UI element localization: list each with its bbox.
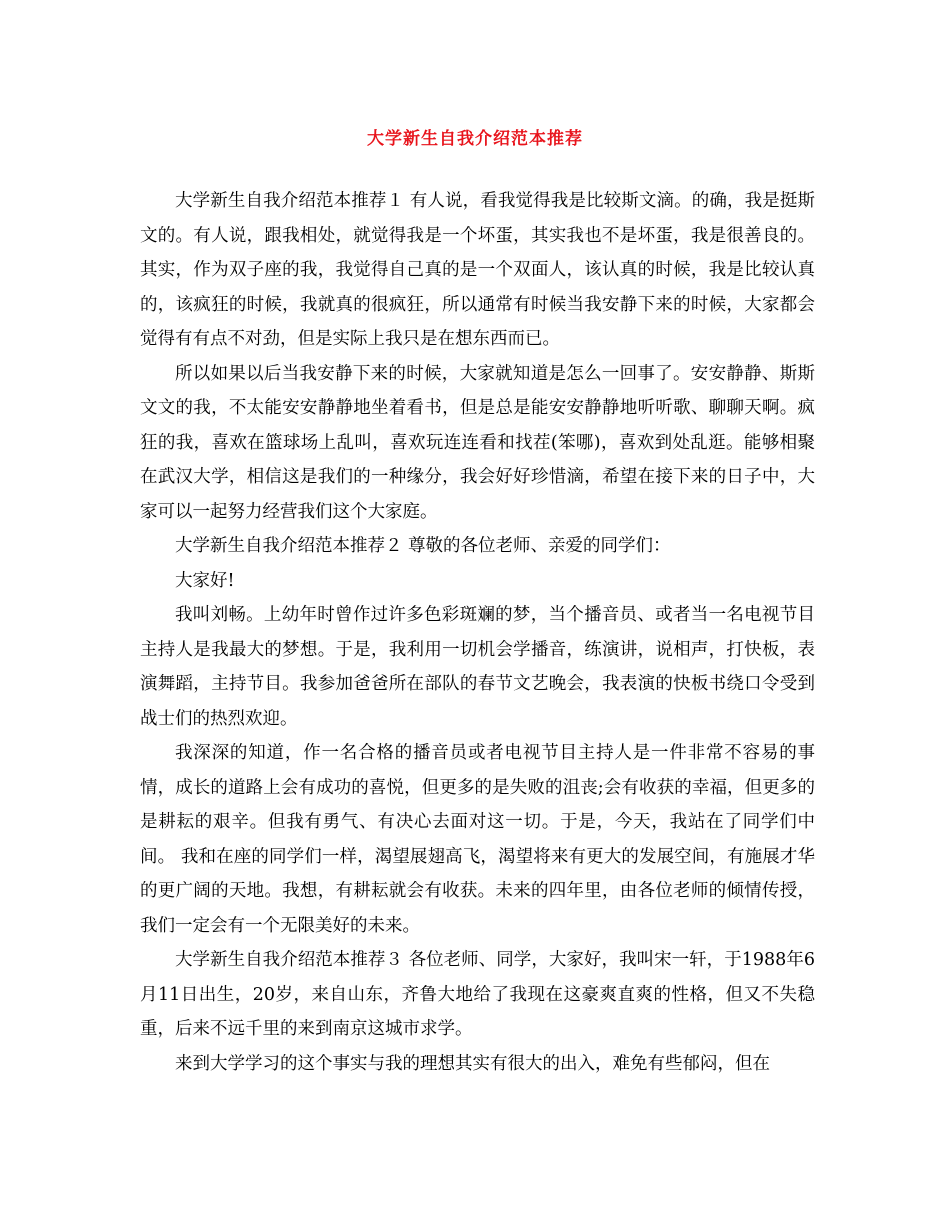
document-body: [140, 184, 815, 1081]
paragraph-1: 大学新生自我介绍范本推荐１ 有人说，看我觉得我是比较斯文滴。的确，我是挺斯文的。有人说，跟我相处，就觉得我是一个坏蛋，其实我也不是坏蛋，我是很善良的。其实，作为双子座的我，我觉得自己真的是一个双面人，该认真的时候，我是比较认真的，该疯狂的时候，我就真的很疯狂，所以通常有时候当我安静下来的时候，大家都会觉得有有点不对劲，但是实际上我只是在想东西而已。: [140, 191, 815, 349]
paragraph-5: 我叫刘畅。上幼年时曾作过许多色彩斑斓的梦，当个播音员、或者当一名电视节目主持人是我最大的梦想。于是，我利用一切机会学播音，练演讲，说相声，打快板，表演舞蹈，主持节目。我参加爸爸所在部队的春节文艺晚会，我表演的快板书绕口令受到战士们的热烈欢迎。: [140, 605, 815, 729]
paragraph-2: 所以如果以后当我安静下来的时候，大家就知道是怎么一回事了。安安静静、斯斯文文的我，不太能安安静静地坐着看书，但是总是能安安静静地听听歌、聊聊天啊。疯狂的我，喜欢在篮球场上乱叫，喜欢玩连连看和找茬(笨哪)，喜欢到处乱逛。能够相聚在武汉大学，相信这是我们的一种缘分，我会好好珍惜滴，希望在接下来的日子中，大家可以一起努力经营我们这个大家庭。: [140, 363, 815, 522]
paragraph-8: 来到大学学习的这个事实与我的理想其实有很大的出入，难免有些郁闷，但在: [175, 1053, 770, 1074]
document-title: 大学新生自我介绍范本推荐: [367, 129, 583, 149]
paragraph-4: 大家好!: [175, 570, 235, 591]
paragraph-3: 大学新生自我介绍范本推荐２ 尊敬的各位老师、亲爱的同学们：: [175, 536, 671, 556]
paragraph-6: 我深深的知道，作一名合格的播音员或者电视节目主持人是一件非常不容易的事情，成长的道路上会有成功的喜悦，但更多的是失败的沮丧;会有收获的幸福，但更多的是耕耘的艰辛。但我有勇气、有决心去面对这一切。于是，今天，我站在了同学们中间。 我和在座的同学们一样，渴望展翅高飞，渴望将来有更大的发展空间，有施展才华的更广阔的天地。我想，有耕耘就会有收获。未来的四年里，由各位老师的倾情传授，我们一定会有一个无限美好的未来。: [140, 743, 815, 936]
paragraph-7: 大学新生自我介绍范本推荐３ 各位老师、同学，大家好，我叫宋一轩，于1988年6月11日出生，20岁，来自山东，齐鲁大地给了我现在这豪爽直爽的性格，但又不失稳重，后来不远千里的来到南京这城市求学。: [140, 950, 815, 1039]
